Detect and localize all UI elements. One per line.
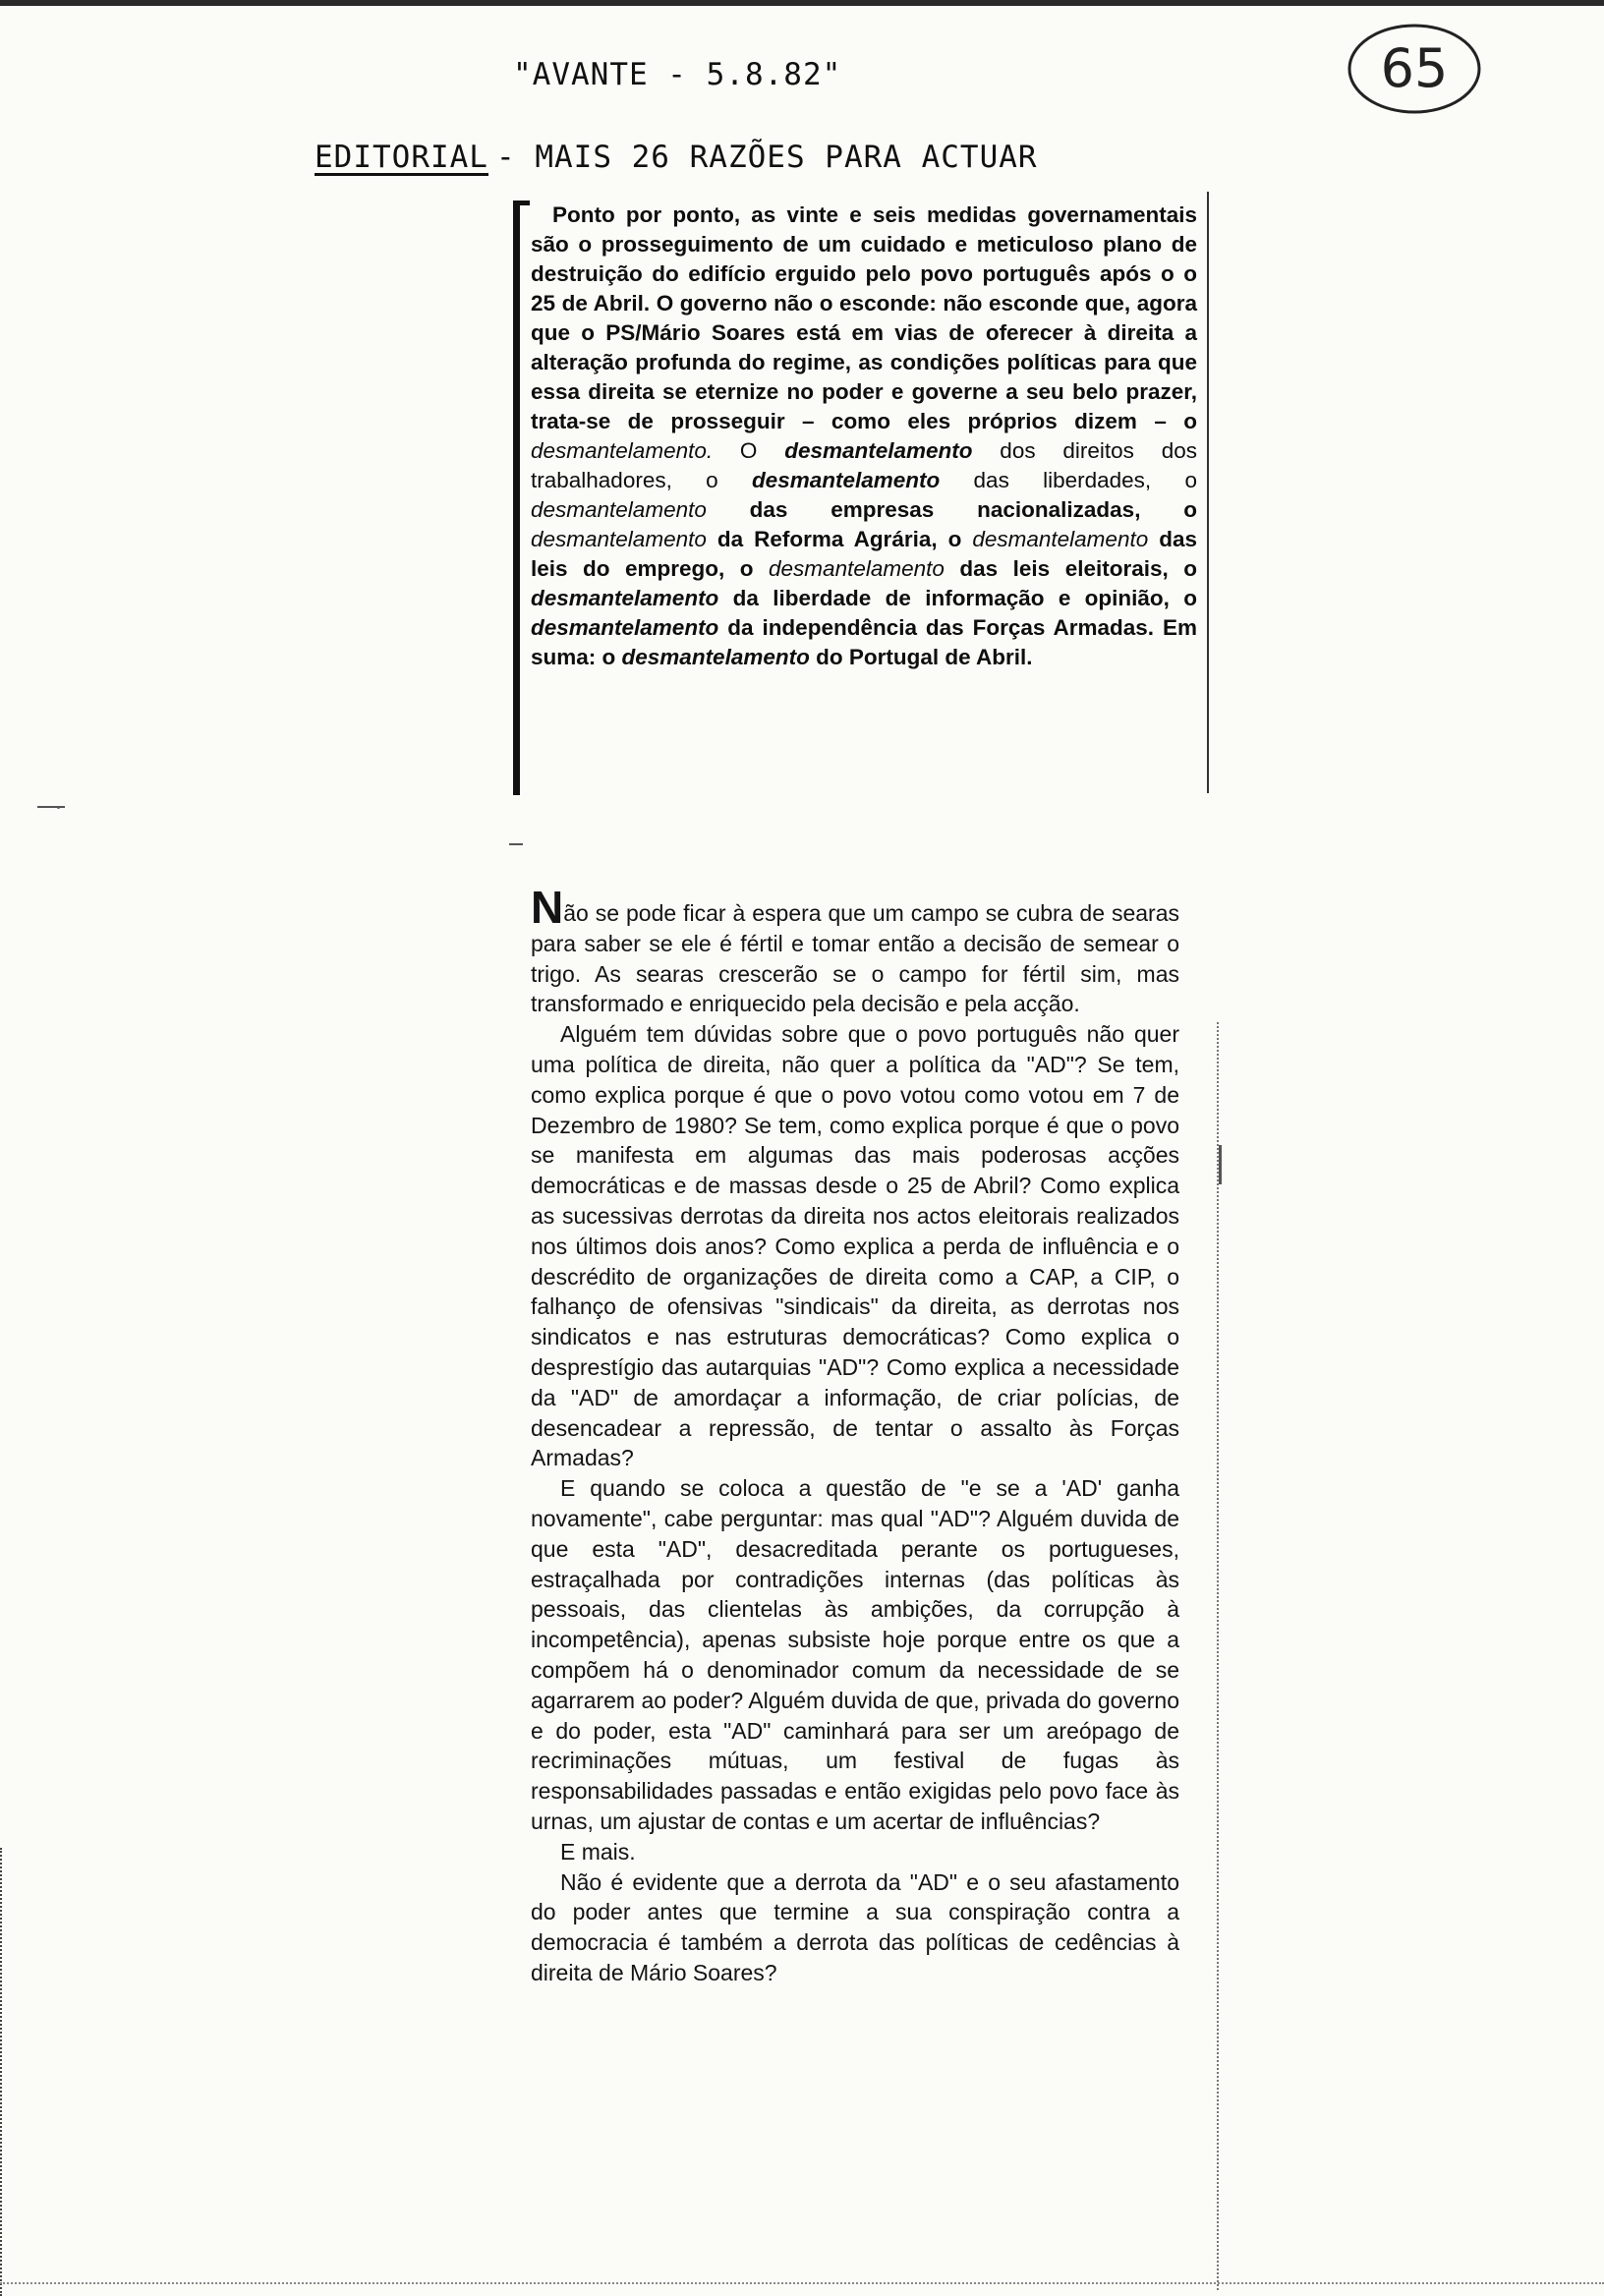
page-number-circle [1342, 14, 1489, 122]
drop-cap: N [531, 882, 564, 933]
lead-segment: O [713, 438, 785, 463]
article-title: - MAIS 26 RAZÕES PARA ACTUAR [496, 140, 1038, 175]
source-line: "AVANTE - 5.8.82" [513, 57, 842, 92]
lead-segment: da Reforma Agrária, o [706, 527, 973, 551]
body-paragraph-text: ão se pode ficar à espera que um campo se cubra de searas para saber se ele é fértil e tomar então a decisão de semear o trigo. As searas crescerão se o campo for fértil sim, mas transformado e enriquecido pela decisão e pela acção. [531, 900, 1179, 1017]
lead-segment: das empresas nacionalizadas, o [706, 497, 1197, 522]
lead-segment: desmantelamento [621, 645, 810, 669]
body-paragraph: Não é evidente que a derrota da "AD" e o seu afastamento do poder antes que termine a sua conspiração contra a democracia é também a derrota das políticas de cedências à direita de Mário Soares? [531, 1868, 1179, 1985]
lead-segment: desmantelamento [784, 438, 973, 463]
lead-segment: desmantelamento [531, 527, 707, 551]
lead-segment: das leis do emprego, o [531, 527, 1197, 581]
lead-bracket-left [513, 201, 530, 795]
handwritten-page-number [1342, 14, 1489, 122]
lead-segment: da liberdade de informação e opinião, o [718, 586, 1197, 610]
page-top-edge [0, 0, 1604, 6]
lead-segment: das leis eleitorais, o [944, 556, 1197, 581]
lead-segment: desmantelamento. [531, 438, 714, 463]
body-paragraph: Alguém tem dúvidas sobre que o povo português não quer uma política de direita, não quer a política da "AD"? Se tem, como explica porque é que o povo votou como votou em 7 de Dezembro de 1980? Se tem, como explica porque é que o povo se manifesta em algumas das mais poderosas acções democráticas e de massas desde o 25 de Abril? Como explica as sucessivas derrotas da direita nos actos eleitorais realizados nos últimos dois anos? Como explica a perda de influência e o descrédito de organizações de direita como a CAP, a CIP, o falhanço de ofensivas "sindicais" da direita, as derrotas nos sindicatos e nas estruturas democráticas? Como explica o desprestígio das autarquias "AD"? Como explica a necessidade da "AD" de amordaçar a informação, de criar polícias, de desencadear a repressão, de tentar o assalto às Forças Armadas? [531, 1021, 1179, 1471]
page-number-text: 65 [1380, 37, 1449, 99]
section-label: EDITORIAL [315, 140, 488, 175]
body-paragraph: E mais. [560, 1838, 636, 1865]
lead-segment: das liberdades, o [940, 468, 1197, 492]
lead-segment: desmantelamento [531, 586, 719, 610]
scan-mark [509, 843, 523, 845]
article-body [531, 882, 1179, 1988]
lead-segment: desmantelamento [751, 468, 941, 492]
lead-segment: desmantelamento [531, 615, 719, 640]
right-margin-rule [1217, 1022, 1222, 2290]
lead-segment: dos direitos dos trabalhadores, o [531, 438, 1197, 492]
lead-segment: desmantelamento [531, 497, 707, 522]
lead-segment: desmantelamento [769, 556, 945, 581]
lead-segment: da independência das Forças Armadas. Em suma: o [531, 615, 1197, 669]
page-left-edge [0, 1848, 6, 2296]
lead-segment: do Portugal de Abril. [809, 645, 1033, 669]
body-paragraph: E quando se coloca a questão de "e se a 'AD' ganha novamente", cabe perguntar: mas qual "AD"? Alguém duvida de que esta "AD", desacreditada perante os portugueses, estraçalhada por contradições internas (das políticas às pessoais, das clientelas às ambições, da corrupção à incompetência), apenas subsiste hoje porque entre os que a compõem há o denominador comum da necessidade de se agarrarem ao poder? Alguém duvida de que, privada do governo e do poder, esta "AD" caminhará para ser um areópago de recriminações mútuas, um festival de fugas às responsabilidades passadas e então exigidas pelo povo face às urnas, um ajustar de contas e um acertar de influências? [531, 1475, 1179, 1834]
body-paragraph [531, 882, 1179, 1019]
lead-segment: desmantelamento [972, 527, 1149, 551]
lead-paragraph [531, 201, 1197, 672]
page-bottom-edge [0, 2282, 1604, 2286]
scan-mark [37, 806, 65, 808]
lead-segment: Ponto por ponto, as vinte e seis medidas governamentais são o prosseguimento de um cuidado e meticuloso plano de destruição do edifício erguido pelo povo português após o o 25 de Abril. O governo não o esconde: não esconde que, agora que o PS/Mário Soares está em vias de oferecer à direita a alteração profunda do regime, as condições políticas para que essa direita se eternize no poder e governe a seu belo prazer, trata-se de prosseguir – como eles próprios dizem – o [531, 202, 1197, 433]
